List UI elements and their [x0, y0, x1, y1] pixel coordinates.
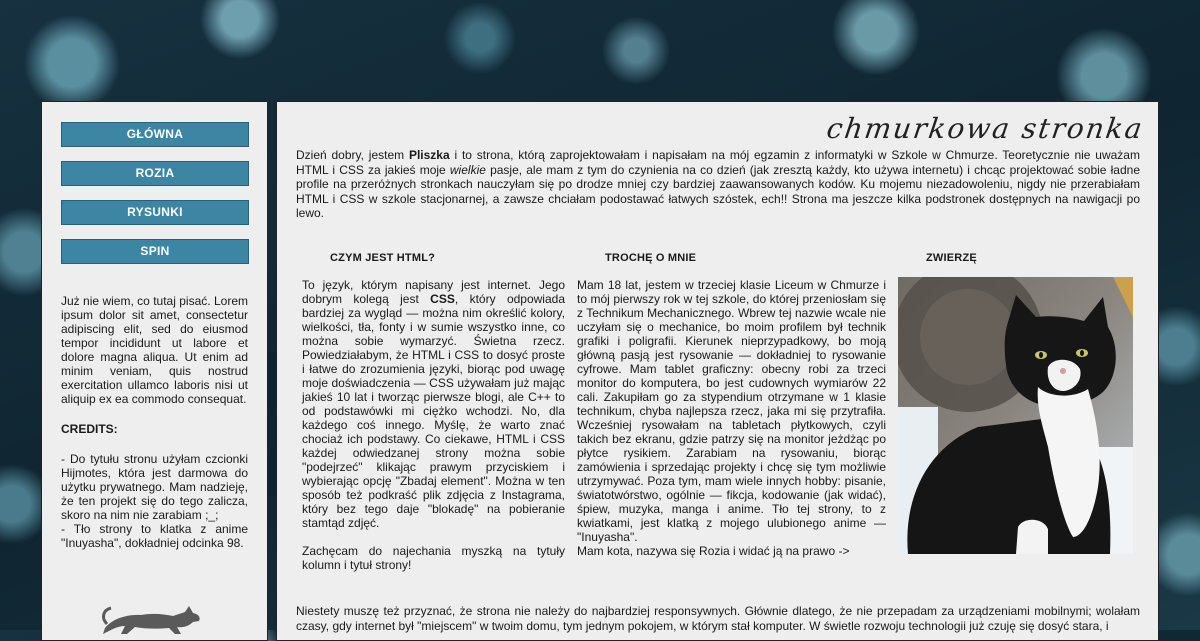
author-name: Pliszka — [408, 148, 450, 162]
intro-text-1: Dzień dobry, jestem — [296, 148, 409, 162]
intro-paragraph — [296, 148, 1140, 221]
html-text-2: , który odpowiada bardziej za wygląd — można nim określić kolory, wielkości, tła, fonty i w sumie wszystko inne, co można sobie wymarzyć. Świetna rzecz. Powiedziałabym, że HTML i CSS to dosyć proste i łatwe do zrozumienia języki, biorąc pod uwagę moje doświadczenia — CSS używałam już mając jakieś 10 lat i tworząc pierwsze blogi, ale C++ to od podstawówki mi ciężko wchodzi. No, dla każdego coś innego. Myślę, że warto znać chociaż ich podstawy. Co ciekawe, HTML i CSS każdej odwiedzanej strony można sobie "podejrzeć" klikając prawym przyciskiem i wybierając opcję "Zbadaj element". Można w ten sposób też podkraść plik zdjęcia z Instagrama, który bez tego daje "blokadę" na pobieranie stamtąd zdjęć. — [302, 292, 565, 530]
html-hint: Zachęcam do najechania myszką na tytuły kolumn i tytuł strony! — [302, 544, 565, 572]
sidebar — [41, 101, 268, 641]
column-about — [577, 278, 886, 558]
sidebar-text — [61, 294, 248, 550]
about-cat-note: Mam kota, nazywa się Rozia i widać ją na prawo -> — [577, 544, 850, 558]
about-paragraph: Mam 18 lat, jestem w trzeciej klasie Liceum w Chmurze i to mój pierwszy rok w tej szkole, do której przeniosłam się z Technikum Mechanicznego. Wbrew tej nazwie wcale nie uczyłam się o mechanice, bo moim profilem był technik grafiki i poligrafii. Kierunek nieprzypadkowy, bo moją główną pasją jest rysowanie — dokładniej to rysowanie cyfrowe. Mam tablet graficzny: obecny robi za trzeci monitor do komputera, bo jest cudownych wymiarów 22 cali. Zakupiłam go za stypendium otrzymane w 1 klasie technikum, chyba najlepsza rzecz, jaka mi się przytrafiła. Wcześniej rysowałam na tabletach płytkowych, czyli takich bez ekranu, gdzie patrzy się na monitor jeżdżąc po płytce rysikiem. Zarabiam na rysowaniu, biorąc zamówienia i sprzedając projekty i chcę się tym możliwie utrzymywać. Poza tym, mam wiele innych hobby: pisanie, światotwórstwo, ogólnie — fikcja, kodowanie (jak widać), śpiew, muzyka, manga i anime. Tło tej strony, to z kwiatkami, jest klatką z mojego ulubionego anime — "Inuyasha". — [577, 278, 886, 544]
main-content — [276, 101, 1159, 641]
credits-line-2: - Tło strony to klatka z anime "Inuyasha", dokładniej odcinka 98. — [61, 522, 248, 550]
column-heading-animals[interactable]: ZWIERZĘ — [926, 252, 977, 264]
credits-line-1: - Do tytułu stronu użyłam czcionki Hijmotes, która jest darmowa do użytku prywatnego. Mam nadzieję, że ten projekt się do tego zalicza, skoro na nim nie zarabiam ;_; — [61, 452, 248, 522]
column-heading-about[interactable]: TROCHĘ O MNIE — [605, 252, 697, 264]
css-term: CSS — [430, 292, 455, 306]
running-cat-icon — [97, 602, 207, 639]
nav-button-glowna[interactable]: GŁÓWNA — [61, 122, 249, 147]
site-title[interactable]: chmurkowa stronka — [825, 112, 1147, 145]
nav-button-spin[interactable]: SPIN — [61, 239, 249, 264]
html-paragraph — [302, 278, 565, 530]
nav-button-rozia[interactable]: ROZIA — [61, 161, 249, 186]
intro-emphasis: wielkie — [449, 162, 486, 177]
column-html — [302, 278, 565, 586]
column-heading-html[interactable]: CZYM JEST HTML? — [330, 252, 436, 264]
intro-text-2: i to strona, którą zaprojektowałam i napisałam na mój egzamin z informatyki w Szkole w Chmurze. Teoretycznie nie uważam HTML i CSS za jakieś moje — [296, 148, 1140, 177]
outro-paragraph: Niestety muszę też przyznać, że strona nie należy do najbardziej responsywnych. Głównie dlatego, że nie przepadam za urządzeniami mobilnymi; wolałam czasy, gdy internet był "miejscem" w twoim domu, tym jednym pokojem, w którym stał komputer. W świetle rozwoju technologii już czuję się dosyć stara, i — [296, 604, 1140, 633]
sidebar-lorem: Już nie wiem, co tutaj pisać. Lorem ipsum dolor sit amet, consectetur adipiscing elit, sed do eiusmod tempor incididunt ut labore et dolore magna aliqua. Ut enim ad minim veniam, quis nostrud exercitation ullamco laboris nisi ut aliquip ex ea commodo consequat. — [61, 294, 248, 406]
intro-text-3: pasje, ale mam z tym do czynienia na co dzień (jak zresztą każdy, kto używa internetu) i chcąc projektować sobie ładne profile na przeróżnych stronkach nauczyłam się po drodze mniej czy bardziej zaawansowanych kodów. Ku mojemu niezadowoleniu, nigdy nie przerabiałam HTML i CSS w szkole stacjonarnej, a zawsze chciałam podostawać łatwych szóstek, ech!! Strona ma jeszcze kilka podstronek dostępnych na nawigacji po lewo. — [296, 162, 1140, 220]
html-text-1: To język, którym napisany jest internet. Jego dobrym kolegą jest — [302, 278, 565, 306]
nav-button-rysunki[interactable]: RYSUNKI — [61, 200, 249, 225]
cat-photo — [898, 277, 1133, 554]
credits-title: CREDITS: — [61, 422, 118, 436]
